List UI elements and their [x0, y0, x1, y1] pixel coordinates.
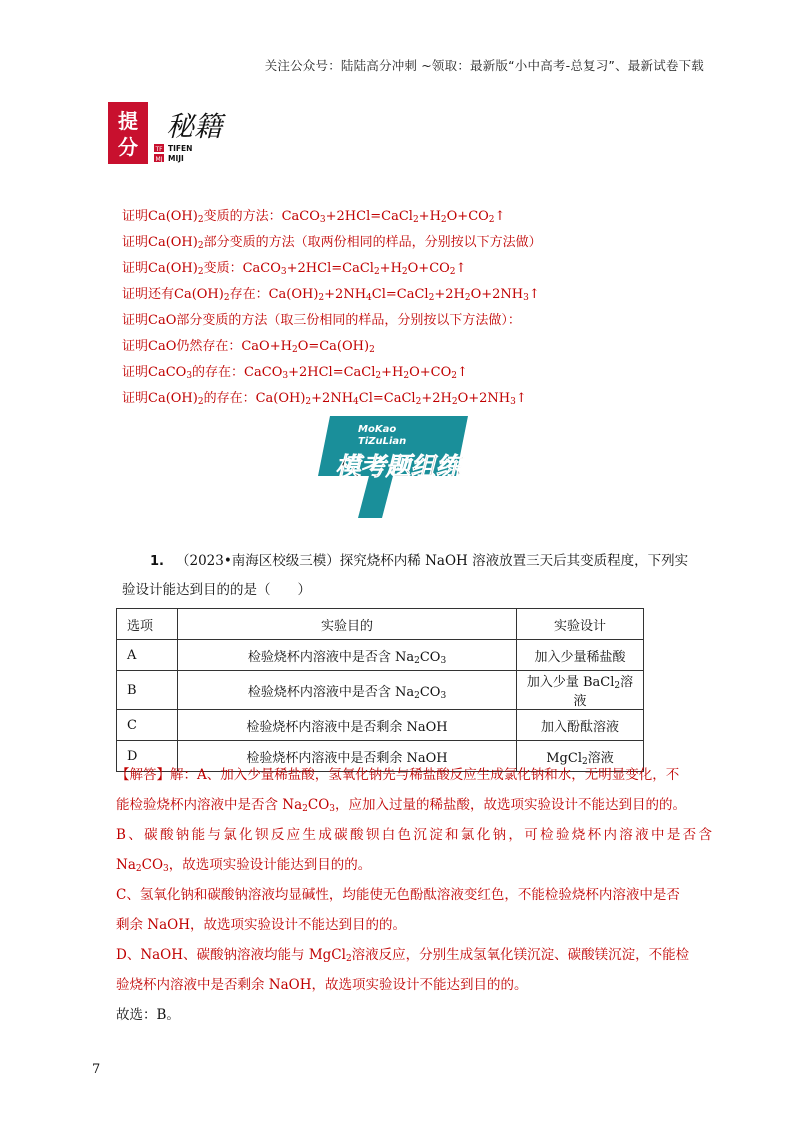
logo-badge-2: MJ — [155, 156, 163, 163]
table-cell-option: B — [117, 671, 178, 710]
note-line: 证明CaCO$_3$的存在：$CaCO_3+2HCl=CaCl_2+H_2O+CO_2↑$ — [122, 365, 468, 381]
note-line: 证明CaO部分变质的方法（取三份相同的样品，分别按以下方法做）： — [122, 313, 521, 328]
options-table — [116, 608, 644, 772]
table-cell-option: C — [117, 710, 178, 741]
table-cell-design: MgCl$_2$溶液 — [517, 741, 644, 772]
logo-latin-2: MIJI — [168, 154, 184, 163]
question-text-1: （2023•南海区校级三模）探究烧杯内稀 NaOH 溶液放置三天后其变质程度，下列实 — [175, 553, 689, 569]
answer-line: 验烧杯内溶液中是否剩余 NaOH，故选项实验设计不能达到目的的。 — [116, 977, 528, 993]
banner-small-1: MoKao — [358, 424, 397, 435]
table-cell-option: D — [117, 741, 178, 772]
table-cell-purpose: 检验烧杯内溶液中是否剩余 NaOH — [178, 710, 517, 741]
answer-line: 能检验烧杯内溶液中是否含 $Na_2CO_3$，应加入过量的稀盐酸，故选项实验设计不能达到目的的。 — [116, 797, 687, 814]
table-cell-design: 加入少量 BaCl$_2$溶液 — [517, 671, 644, 710]
logo-badge-1: TF — [155, 146, 163, 153]
answer-block — [116, 760, 712, 1030]
answer-line: $Na_2CO_3$，故选项实验设计能达到目的的。 — [116, 857, 372, 874]
banner-title: 模考题组练 — [335, 452, 461, 481]
question-1 — [122, 547, 710, 604]
note-line: 证明$Ca(OH)_2$变质：$CaCO_3+2HCl=CaCl_2+H_2O+CO_2↑$ — [122, 261, 467, 277]
table-row — [117, 710, 644, 741]
note-line: 证明还有$Ca(OH)_2$存在：$Ca(OH)_2+2NH_4Cl=CaCl_2+2H_2O+2NH_3↑$ — [122, 287, 540, 303]
table-header-row — [117, 609, 644, 640]
table-header: 实验目的 — [178, 609, 517, 640]
table-header: 实验设计 — [517, 609, 644, 640]
notes-block — [122, 204, 682, 412]
answer-line: 【解答】解：A、加入少量稀盐酸，氢氧化钠先与稀盐酸反应生成氯化钠和水，无明显变化，不 — [116, 767, 680, 783]
header-note: 关注公众号：陆陆高分冲刺 ~领取：最新版“小中高考-总复习”、最新试卷下载 — [264, 58, 704, 73]
logo-red-text-1: 提 — [118, 109, 138, 133]
table-cell-purpose: 检验烧杯内溶液中是否剩余 NaOH — [178, 741, 517, 772]
logo-latin-1: TIFEN — [168, 144, 193, 153]
table-cell-purpose: 检验烧杯内溶液中是否含 $Na_2CO_3$ — [178, 640, 517, 671]
table-header: 选项 — [117, 609, 178, 640]
note-line: 证明CaO仍然存在：$CaO+H_2O=Ca(OH)_2$ — [122, 339, 375, 355]
note-line: 证明$Ca(OH)_2$部分变质的方法（取两份相同的样品，分别按以下方法做） — [122, 235, 542, 251]
mokao-banner — [318, 412, 478, 520]
table-cell-design: 加入酚酞溶液 — [517, 710, 644, 741]
table-row — [117, 671, 644, 710]
table-cell-design: 加入少量稀盐酸 — [517, 640, 644, 671]
answer-line: D、NaOH、碳酸钠溶液均能与 MgCl$_2$溶液反应，分别生成氢氧化镁沉淀、碳酸镁沉淀，不能检 — [116, 947, 690, 964]
table-cell-option: A — [117, 640, 178, 671]
page-number: 7 — [92, 1062, 101, 1077]
banner-small-2: TiZuLian — [358, 436, 407, 447]
logo-red-text-2: 分 — [118, 135, 138, 159]
answer-line: C、氢氧化钠和碳酸钠溶液均显碱性，均能使无色酚酞溶液变红色，不能检验烧杯内溶液中是否 — [116, 887, 680, 903]
question-number: 1. — [150, 554, 164, 569]
question-text-2: 验设计能达到目的的是（ ） — [122, 582, 311, 598]
tifen-miji-logo — [108, 100, 238, 166]
table-cell-purpose: 检验烧杯内溶液中是否含 $Na_2CO_3$ — [178, 671, 517, 710]
answer-final: 故选：B。 — [116, 1007, 180, 1023]
logo-script-text: 秘籍 — [165, 110, 223, 143]
answer-line: B、碳酸钠能与氯化钡反应生成碳酸钡白色沉淀和氯化钠，可检验烧杯内溶液中是否含 — [116, 827, 712, 843]
answer-line: 剩余 NaOH，故选项实验设计不能达到目的的。 — [116, 917, 406, 933]
note-line: 证明$Ca(OH)_2$的存在：$Ca(OH)_2+2NH_4Cl=CaCl_2+2H_2O+2NH_3↑$ — [122, 391, 527, 407]
table-row — [117, 640, 644, 671]
note-line: 证明$Ca(OH)_2$变质的方法：$CaCO_3+2HCl=CaCl_2+H_2O+CO_2↑$ — [122, 209, 506, 225]
